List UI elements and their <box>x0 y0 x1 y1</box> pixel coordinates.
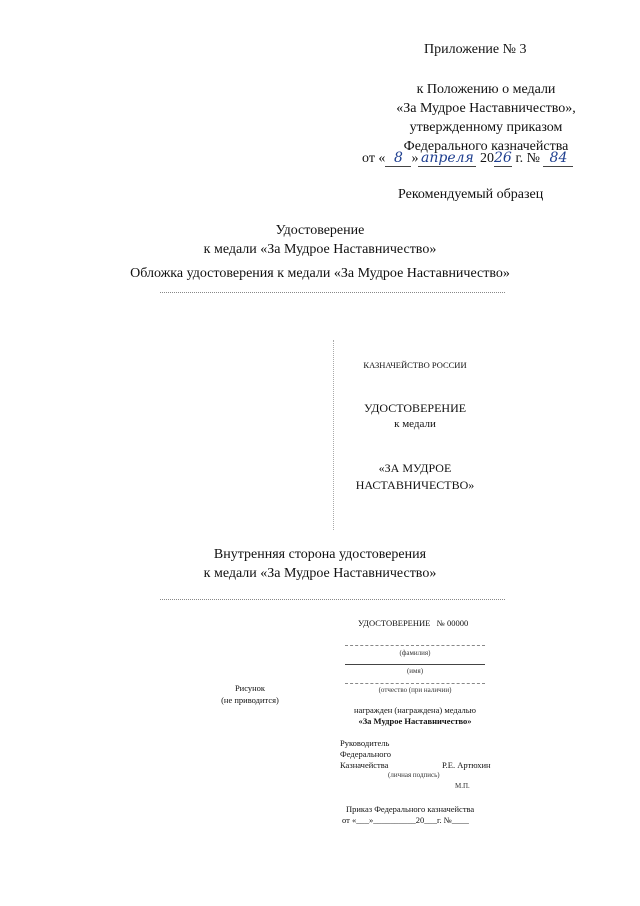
surname-caption: (фамилия) <box>399 649 431 657</box>
regulation-line-2: «За Мудрое Наставничество», <box>396 101 576 116</box>
cover-doc-title <box>345 400 485 432</box>
cover-fold-line <box>333 340 334 530</box>
cover-title-line: УДОСТОВЕРЕНИЕ <box>363 401 467 415</box>
patronymic-caption: (отчество (при наличии) <box>378 686 452 694</box>
cover-subtitle-line: к медали <box>394 418 436 430</box>
cover-medal-line-1: «ЗА МУДРОЕ <box>378 461 452 475</box>
picture-line-1: Рисунок <box>234 683 266 693</box>
medal-name-inner: «За Мудрое Наставничество» <box>358 716 472 726</box>
stamp-mark: М.П. <box>455 782 470 790</box>
awarded-text: награжден (награждена) медалью <box>353 705 477 715</box>
cover-medal-line-2: НАСТАВНИЧЕСТВО» <box>355 478 475 492</box>
date-prefix: от « <box>362 151 386 166</box>
title-line-1: Удостоверение <box>275 223 365 238</box>
patronymic-line <box>345 683 485 684</box>
head-title <box>340 738 391 771</box>
recommended-sample: Рекомендуемый образец <box>398 187 544 202</box>
order-date-blank: от «___»__________20___г. №____ <box>342 815 469 825</box>
picture-line-2: (не приводится) <box>221 695 279 705</box>
appendix-number: Приложение № 3 <box>424 42 527 57</box>
head-name: Р.Е. Артюхин <box>442 760 491 770</box>
document-title <box>150 221 490 259</box>
inner-caption-line-2: к медали «За Мудрое Наставничество» <box>203 566 437 581</box>
head-line-1: Руководитель <box>340 738 390 748</box>
inner-caption-line-1: Внутренняя сторона удостоверения <box>213 547 427 562</box>
handwritten-month: апреля <box>418 150 476 167</box>
inner-caption <box>150 545 490 583</box>
regulation-line-3: утвержденному приказом <box>409 120 563 135</box>
picture-placeholder <box>195 682 305 706</box>
inner-cert-title <box>358 618 468 628</box>
cover-medal-name <box>345 460 485 494</box>
name-caption: (имя) <box>406 667 424 675</box>
inner-cert-label: УДОСТОВЕРЕНИЕ <box>358 618 431 628</box>
inner-top-border <box>160 599 505 600</box>
title-line-2: к медали «За Мудрое Наставничество» <box>203 242 437 257</box>
regulation-line-4: Федерального казначейства <box>403 139 569 154</box>
name-line <box>345 664 485 665</box>
date-year-prefix: 20 <box>479 151 494 166</box>
order-date-line <box>362 150 573 167</box>
handwritten-year: 26 <box>494 150 512 166</box>
cover-caption: Обложка удостоверения к медали «За Мудрое Наставничество» <box>130 266 510 281</box>
regulation-ref <box>360 80 612 156</box>
surname-line <box>345 645 485 646</box>
regulation-line-1: к Положению о медали <box>416 82 556 97</box>
date-mid: » <box>411 151 419 166</box>
head-line-3: Казначейства <box>340 760 389 770</box>
order-line: Приказ Федерального казначейства <box>346 804 475 814</box>
handwritten-day: 8 <box>385 150 411 167</box>
cover-top-border <box>160 292 505 293</box>
date-suffix: г. № <box>515 151 540 166</box>
signature-caption: (личная подпись) <box>388 771 440 779</box>
cover-org: КАЗНАЧЕЙСТВО РОССИИ <box>363 360 467 370</box>
head-line-2: Федерального <box>340 749 392 759</box>
inner-cert-number: № 00000 <box>436 618 469 628</box>
handwritten-order-number: 84 <box>543 150 573 167</box>
